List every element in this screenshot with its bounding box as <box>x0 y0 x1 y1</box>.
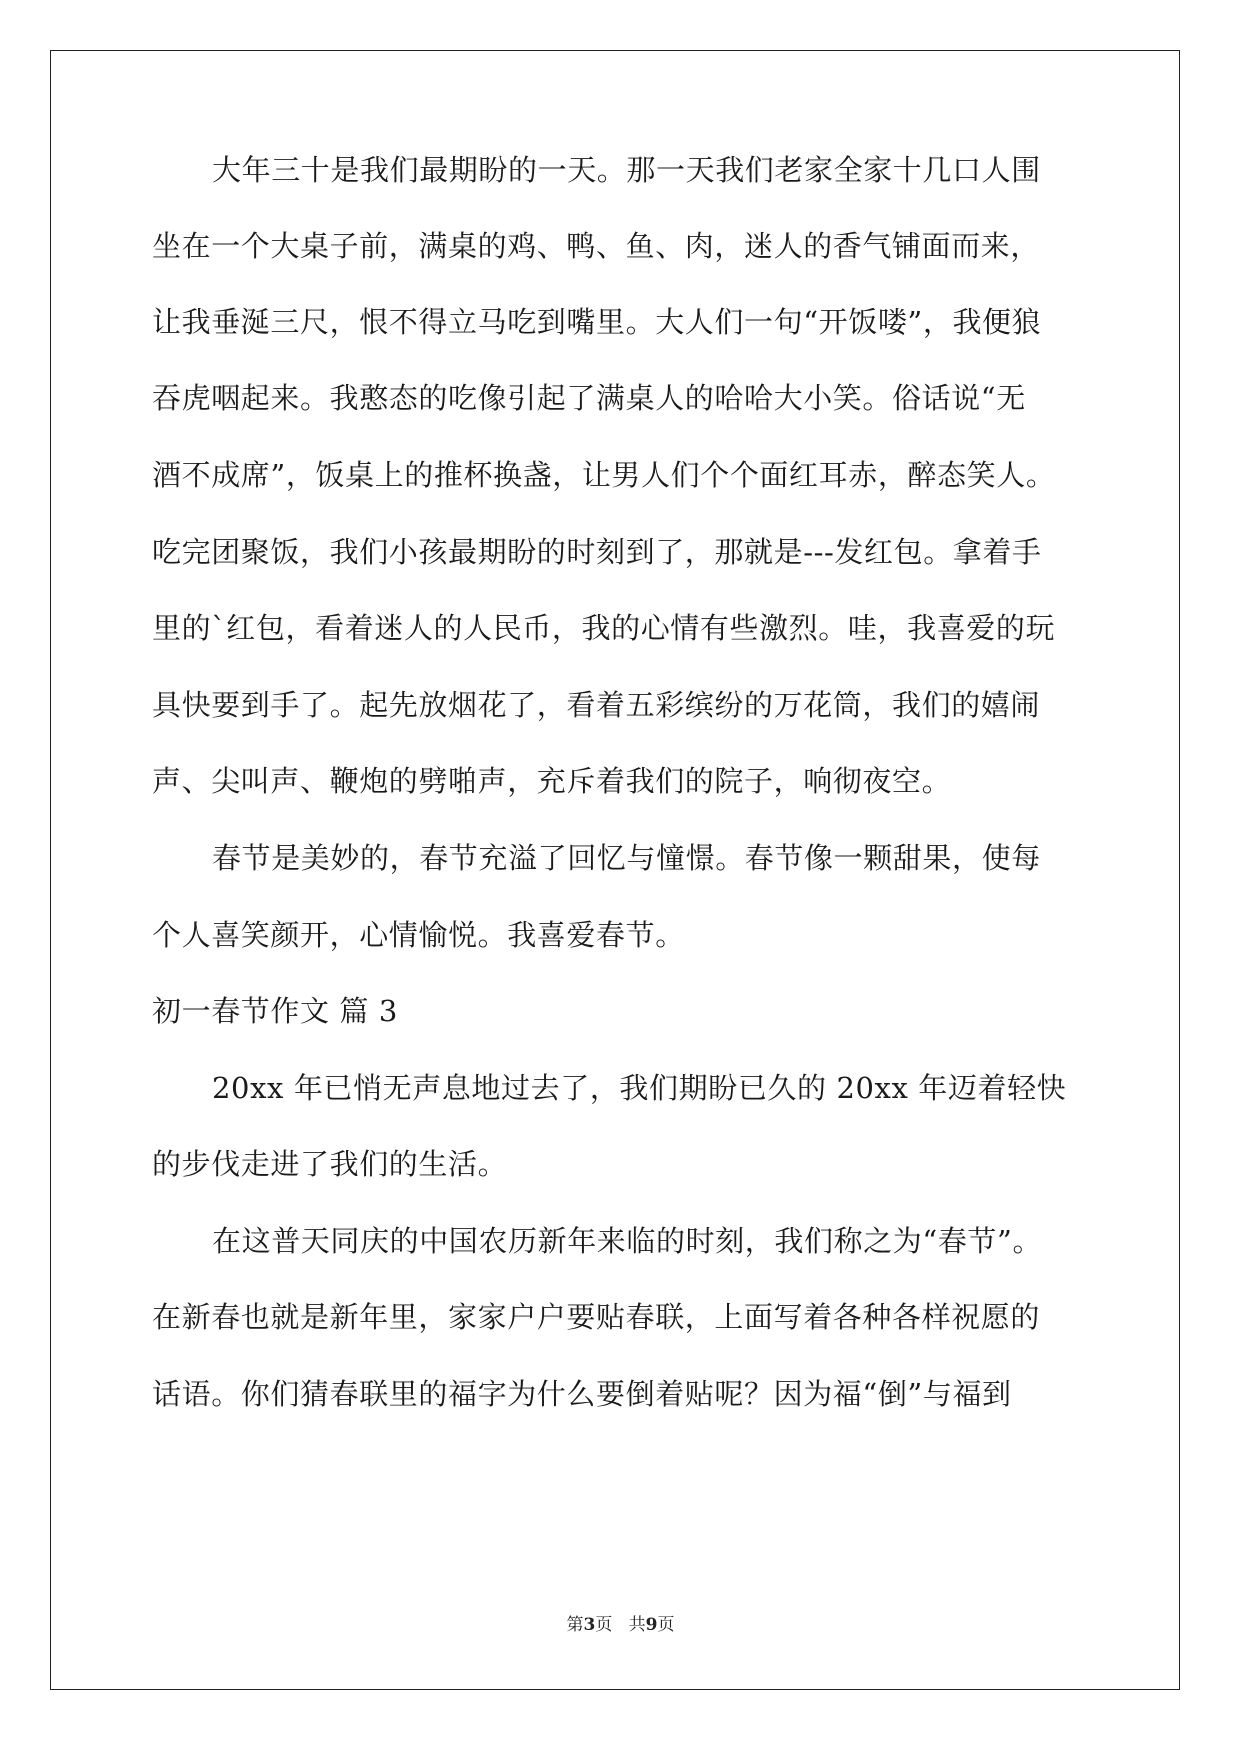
footer-prefix: 第 <box>566 1615 584 1635</box>
text-line: 吞虎咽起来。我憨态的吃像引起了满桌人的哈哈大小笑。俗话说“无 <box>152 381 1026 415</box>
footer-suffix: 页 <box>657 1615 675 1635</box>
total-pages-number: 9 <box>645 1615 658 1635</box>
text-line: 吃完团聚饭，我们小孩最期盼的时刻到了，那就是---发红包。拿着手 <box>152 535 1042 569</box>
text-line: 坐在一个大桌子前，满桌的鸡、鸭、鱼、肉，迷人的香气铺面而来， <box>152 229 1041 263</box>
text-line: 春节是美妙的，春节充溢了回忆与憧憬。春节像一颗甜果，使每 <box>212 841 1041 875</box>
text-line: 在这普天同庆的中国农历新年来临的时刻，我们称之为“春节”。 <box>212 1224 1043 1258</box>
text-line: 声、尖叫声、鞭炮的劈啪声，充斥着我们的院子，响彻夜空。 <box>152 764 952 798</box>
text-line: 具快要到手了。起先放烟花了，看着五彩缤纷的万花筒，我们的嬉闹 <box>152 688 1041 722</box>
text-line: 大年三十是我们最期盼的一天。那一天我们老家全家十几口人围 <box>212 153 1041 187</box>
page-footer <box>0 1610 1241 1635</box>
text-line: 个人喜笑颜开，心情愉悦。我喜爱春节。 <box>152 918 685 952</box>
text-line: 酒不成席”，饭桌上的推杯换盏，让男人们个个面红耳赤，醉态笑人。 <box>152 458 1056 492</box>
section-heading: 初一春节作文 篇 3 <box>152 994 398 1028</box>
text-line: 里的`红包，看着迷人的人民币，我的心情有些激烈。哇，我喜爱的玩 <box>152 611 1056 645</box>
current-page-number: 3 <box>583 1615 596 1635</box>
footer-middle: 页 共 <box>595 1615 646 1635</box>
text-line: 让我垂涎三尺，恨不得立马吃到嘴里。大人们一句“开饭喽”，我便狼 <box>152 305 1042 339</box>
text-line: 20xx 年已悄无声息地过去了，我们期盼已久的 20xx 年迈着轻快 <box>212 1071 1067 1105</box>
text-line: 在新春也就是新年里，家家户户要贴春联，上面写着各种各样祝愿的 <box>152 1300 1041 1334</box>
text-line: 的步伐走进了我们的生活。 <box>152 1147 508 1181</box>
text-line: 话语。你们猜春联里的福字为什么要倒着贴呢？因为福“倒”与福到 <box>152 1377 1012 1411</box>
